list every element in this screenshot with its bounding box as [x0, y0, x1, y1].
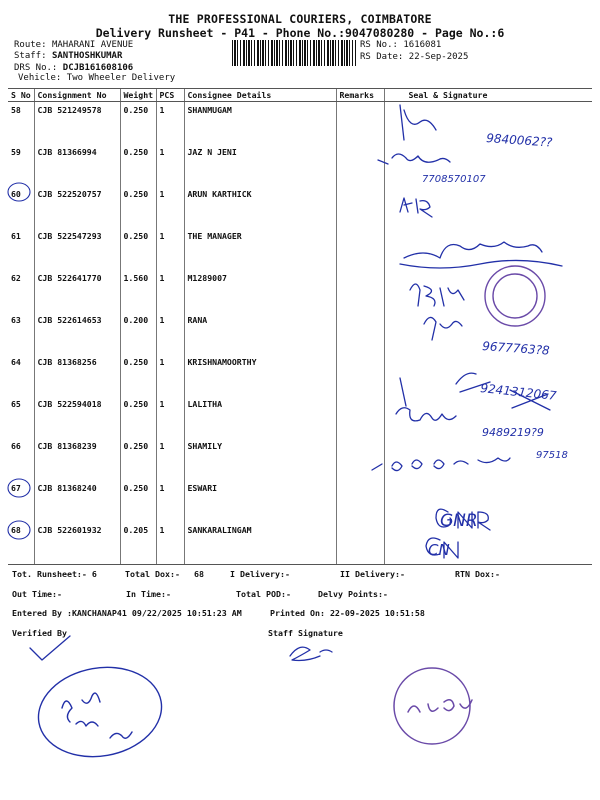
company-stamp — [394, 668, 472, 744]
pcs-cell: 1 — [156, 354, 184, 396]
table-row — [8, 186, 592, 228]
sno-cell: 62 — [11, 273, 21, 283]
remarks-cell — [336, 102, 384, 145]
weight-cell: 0.250 — [120, 438, 156, 480]
verifier-signature — [31, 658, 168, 766]
pcs-cell: 1 — [156, 396, 184, 438]
signature-cell — [384, 228, 592, 270]
phone-65b: 9489219?9 — [482, 426, 544, 439]
weight-cell: 0.205 — [120, 522, 156, 565]
rtn-dox: RTN Dox:- — [455, 569, 500, 579]
code-66: 97518 — [536, 450, 568, 461]
col-consignment: Consignment No — [34, 89, 120, 102]
pcs-cell: 1 — [156, 186, 184, 228]
consignee-cell: ARUN KARTHICK — [184, 186, 336, 228]
table-row — [8, 354, 592, 396]
phone-64: 9677763?8 — [481, 339, 551, 358]
table-row — [8, 102, 592, 145]
phone-65a: 9241312067 — [479, 381, 558, 403]
weight-cell: 0.250 — [120, 144, 156, 186]
remarks-cell — [336, 312, 384, 354]
rs-no-value: 1616081 — [403, 40, 442, 50]
remarks-cell — [336, 396, 384, 438]
signature-cell — [384, 186, 592, 228]
sno-cell: 63 — [11, 315, 21, 325]
signature-cell — [384, 480, 592, 522]
pcs-cell: 1 — [156, 480, 184, 522]
remarks-cell — [336, 438, 384, 480]
drs-line — [14, 63, 133, 73]
sno-cell: 61 — [11, 231, 21, 241]
table-header-row — [8, 89, 592, 102]
remarks-cell — [336, 144, 384, 186]
weight-cell: 0.250 — [120, 186, 156, 228]
remarks-cell — [336, 354, 384, 396]
i-delivery: I Delivery:- — [230, 569, 290, 579]
pcs-cell: 1 — [156, 438, 184, 480]
staff-line — [14, 51, 122, 61]
weight-cell: 1.560 — [120, 270, 156, 312]
company-title: THE PROFESSIONAL COURIERS, COIMBATORE — [168, 12, 432, 26]
consignment-cell: CJB 81368240 — [34, 480, 120, 522]
col-sno: S No — [8, 89, 34, 102]
consignee-cell: M1289007 — [184, 270, 336, 312]
sno-cell: 65 — [11, 399, 21, 409]
phone-59: 7708570107 — [422, 174, 486, 185]
consignee-cell: RANA — [184, 312, 336, 354]
drs-label: DRS No.: — [14, 63, 58, 73]
consignee-cell: SHAMILY — [184, 438, 336, 480]
weight-cell: 0.250 — [120, 480, 156, 522]
consignment-cell: CJB 522641770 — [34, 270, 120, 312]
consignment-cell: CJB 81368256 — [34, 354, 120, 396]
runsheet-title: Delivery Runsheet - P41 - Phone No.:9047080280 - Page No.:6 — [95, 26, 505, 40]
ii-delivery: II Delivery:- — [340, 569, 405, 579]
verified-by: Verified By — [12, 628, 67, 638]
consignment-cell: CJB 522547293 — [34, 228, 120, 270]
consignee-cell: ESWARI — [184, 480, 336, 522]
consignment-cell: CJB 81368239 — [34, 438, 120, 480]
delvy-points: Delvy Points:- — [318, 589, 388, 599]
weight-cell: 0.250 — [120, 354, 156, 396]
entered-by: Entered By :KANCHANAP41 09/22/2025 10:51:23 AM — [12, 608, 242, 618]
table-row — [8, 312, 592, 354]
consignment-cell: CJB 81366994 — [34, 144, 120, 186]
tot-runsheet: Tot. Runsheet:- 6 — [12, 569, 97, 579]
consignment-cell: CJB 522520757 — [34, 186, 120, 228]
remarks-cell — [336, 480, 384, 522]
table-row — [8, 480, 592, 522]
pcs-cell: 1 — [156, 144, 184, 186]
phone-58: 9840062?? — [485, 131, 553, 150]
staff-signature — [290, 647, 332, 660]
vehicle-line — [18, 73, 175, 83]
remarks-cell — [336, 270, 384, 312]
table-row — [8, 522, 592, 565]
rs-date-line — [360, 52, 468, 62]
sno-cell: 59 — [11, 147, 21, 157]
col-seal-signature: Seal & Signature — [384, 89, 592, 102]
vehicle-label: Vehicle: — [18, 73, 62, 83]
table-row — [8, 228, 592, 270]
rs-no-label: RS No.: — [360, 40, 398, 50]
rs-date-value: 22-Sep-2025 — [408, 52, 469, 62]
col-pcs: PCS — [156, 89, 184, 102]
signature-cell — [384, 312, 592, 354]
consignee-cell: JAZ N JENI — [184, 144, 336, 186]
rs-no-line — [360, 40, 441, 50]
consignee-cell: SHANMUGAM — [184, 102, 336, 145]
signature-cell — [384, 522, 592, 565]
drs-value: DCJB161608106 — [62, 63, 134, 73]
sno-cell: 66 — [11, 441, 21, 451]
pcs-cell: 1 — [156, 270, 184, 312]
table-row — [8, 396, 592, 438]
table-row — [8, 270, 592, 312]
barcode — [232, 40, 356, 66]
route-line — [14, 40, 133, 50]
verified-checkmark — [30, 636, 70, 660]
weight-cell: 0.250 — [120, 228, 156, 270]
consignment-cell: CJB 522614653 — [34, 312, 120, 354]
consignee-cell: THE MANAGER — [184, 228, 336, 270]
table-row — [8, 144, 592, 186]
signature-cell — [384, 144, 592, 186]
signature-cell — [384, 396, 592, 438]
total-pod: Total POD:- — [236, 589, 291, 599]
weight-cell: 0.250 — [120, 396, 156, 438]
staff-value: SANTHOSHKUMAR — [51, 51, 123, 61]
col-weight: Weight — [120, 89, 156, 102]
col-remarks: Remarks — [336, 89, 384, 102]
signature-cell — [384, 438, 592, 480]
signature-cell — [384, 270, 592, 312]
consignee-cell: KRISHNAMOORTHY — [184, 354, 336, 396]
weight-cell: 0.250 — [120, 102, 156, 145]
printed-on: Printed On: 22-09-2025 10:51:58 — [270, 608, 425, 618]
remarks-cell — [336, 522, 384, 565]
signature-cell — [384, 102, 592, 145]
sno-cell: 60 — [11, 189, 21, 199]
remarks-cell — [336, 228, 384, 270]
consignment-cell: CJB 522601932 — [34, 522, 120, 565]
out-time: Out Time:- — [12, 589, 62, 599]
rs-date-label: RS Date: — [360, 52, 404, 62]
staff-signature-label: Staff Signature — [268, 628, 343, 638]
sno-cell: 67 — [11, 483, 21, 493]
vehicle-value: Two Wheeler Delivery — [66, 73, 176, 83]
pcs-cell: 1 — [156, 522, 184, 565]
consignee-cell: SANKARALINGAM — [184, 522, 336, 565]
col-consignee: Consignee Details — [184, 89, 336, 102]
remarks-cell — [336, 186, 384, 228]
sno-cell: 64 — [11, 357, 21, 367]
in-time: In Time:- — [126, 589, 171, 599]
weight-cell: 0.200 — [120, 312, 156, 354]
total-dox-value: 68 — [194, 569, 204, 579]
staff-label: Staff: — [14, 51, 47, 61]
sno-cell: 68 — [8, 522, 34, 565]
consignment-cell: CJB 521249578 — [34, 102, 120, 145]
route-label: Route: — [14, 40, 47, 50]
note-68: CN — [428, 541, 450, 559]
pcs-cell: 1 — [156, 312, 184, 354]
route-value: MAHARANI AVENUE — [51, 40, 134, 50]
runsheet-table — [8, 88, 592, 565]
signature-cell — [384, 354, 592, 396]
table-row — [8, 438, 592, 480]
note-67: GNR — [440, 511, 478, 531]
consignee-cell: LALITHA — [184, 396, 336, 438]
total-dox-label: Total Dox:- — [125, 569, 180, 579]
consignment-cell: CJB 522594018 — [34, 396, 120, 438]
pcs-cell: 1 — [156, 102, 184, 145]
pcs-cell: 1 — [156, 228, 184, 270]
sno-cell: 58 — [11, 105, 21, 115]
